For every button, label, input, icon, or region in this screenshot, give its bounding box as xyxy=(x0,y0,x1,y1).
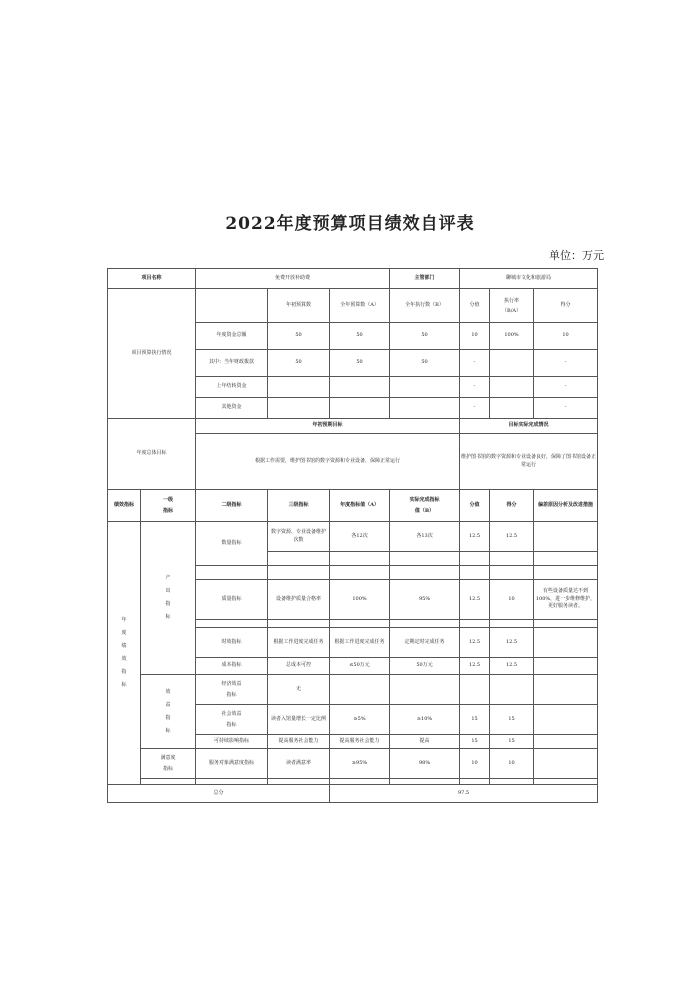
goals-planned-label: 年初预期目标 xyxy=(196,419,460,434)
blank-cell xyxy=(534,620,598,628)
blank-cell xyxy=(534,566,598,580)
project-name-value: 免费开放补助费 xyxy=(196,269,390,289)
budget-empty-header xyxy=(196,289,268,323)
col-perf: 绩效指标 xyxy=(108,490,141,522)
score-sustainable: 15 xyxy=(460,735,490,749)
budget-rate xyxy=(490,398,534,419)
score-quality: 12.5 xyxy=(460,580,490,620)
score-time: 12.5 xyxy=(460,628,490,658)
actual-satisfaction: 98% xyxy=(390,749,460,779)
level2-quality: 质量指标 xyxy=(196,580,268,620)
got-quantity: 12.5 xyxy=(490,522,534,552)
budget-got: - xyxy=(534,398,598,419)
reason-social xyxy=(534,705,598,735)
reason-economic xyxy=(534,675,598,705)
col-level3: 三级指标 xyxy=(268,490,330,522)
budget-got: 10 xyxy=(534,323,598,350)
blank-cell xyxy=(490,620,534,628)
level3-cost: 总成本可控 xyxy=(268,658,330,675)
satisfaction-label: 满意度指标 xyxy=(141,749,196,779)
budget-exec xyxy=(390,398,460,419)
actual-sustainable: 提高 xyxy=(390,735,460,749)
budget-exec: 50 xyxy=(390,323,460,350)
total-row xyxy=(108,785,598,803)
budget-row-label: 其他资金 xyxy=(196,398,268,419)
goals-actual-label: 目标实际完成情况 xyxy=(460,419,598,434)
target-economic xyxy=(330,675,390,705)
col-level2: 二级指标 xyxy=(196,490,268,522)
reason-quantity xyxy=(534,522,598,552)
goals-actual: 维护图书馆的数字资源和专业设备良好，保障了图书馆设备正常运行 xyxy=(460,434,598,490)
got-cost: 12.5 xyxy=(490,658,534,675)
goals-planned: 根据工作需要，维护图书馆的数字资源和专业设备，保障正常运行 xyxy=(196,434,460,490)
col-rate: 执行率（B/A） xyxy=(490,289,534,323)
col-executed: 全年执行数（B） xyxy=(390,289,460,323)
target-sustainable: 提高服务社会能力 xyxy=(330,735,390,749)
budget-row-label: 其中：当年财政拨款 xyxy=(196,350,268,377)
budget-header-row xyxy=(108,289,598,323)
budget-score: - xyxy=(460,350,490,377)
budget-score: - xyxy=(460,398,490,419)
unit-label: 单位：万元 xyxy=(549,249,604,262)
budget-full xyxy=(330,377,390,398)
got-economic xyxy=(490,675,534,705)
blank-cell xyxy=(196,566,268,580)
budget-got: - xyxy=(534,377,598,398)
header-row xyxy=(108,269,598,289)
got-time: 12.5 xyxy=(490,628,534,658)
benefit-label: 效益指标 xyxy=(141,675,196,749)
level3-economic: 无 xyxy=(268,675,330,705)
actual-social: ≥10% xyxy=(390,705,460,735)
dept-value: 聊城市文化和旅游局 xyxy=(460,269,598,289)
budget-rate: 100% xyxy=(490,323,534,350)
got-social: 15 xyxy=(490,705,534,735)
actual-quantity: 各13次 xyxy=(390,522,460,552)
blank-cell xyxy=(390,620,460,628)
actual-quality: 95% xyxy=(390,580,460,620)
blank-cell xyxy=(490,552,534,566)
budget-full: 50 xyxy=(330,323,390,350)
blank-cell xyxy=(330,552,390,566)
budget-rate xyxy=(490,350,534,377)
target-cost: ≤50万元 xyxy=(330,658,390,675)
reason-cost xyxy=(534,658,598,675)
document-title: 2022年度预算项目绩效自评表 xyxy=(225,214,475,234)
budget-full: 50 xyxy=(330,350,390,377)
got-quality: 10 xyxy=(490,580,534,620)
target-time: 根据工作进度完成任务 xyxy=(330,628,390,658)
actual-cost: 50万元 xyxy=(390,658,460,675)
indicator-row-quantity xyxy=(108,522,598,552)
actual-economic xyxy=(390,675,460,705)
col-initial: 年初预算数 xyxy=(268,289,330,323)
col-level1: 一级指标 xyxy=(141,490,196,522)
blank-cell xyxy=(330,620,390,628)
level3-quality: 设备维护质量合格率 xyxy=(268,580,330,620)
level2-sustainable: 可持续影响指标 xyxy=(196,735,268,749)
level2-satisfaction: 服务对象满意度指标 xyxy=(196,749,268,779)
budget-initial xyxy=(268,377,330,398)
indicator-row-satisfaction xyxy=(108,749,598,779)
score-satisfaction: 10 xyxy=(460,749,490,779)
got-sustainable: 15 xyxy=(490,735,534,749)
budget-full xyxy=(330,398,390,419)
perf-label: 年度绩效指标 xyxy=(108,522,141,785)
reason-sustainable xyxy=(534,735,598,749)
blank-cell xyxy=(390,566,460,580)
level3-satisfaction: 读者满意率 xyxy=(268,749,330,779)
level2-social: 社会效益指标 xyxy=(196,705,268,735)
budget-initial xyxy=(268,398,330,419)
score-quantity: 12.5 xyxy=(460,522,490,552)
score-cost: 12.5 xyxy=(460,658,490,675)
budget-initial: 50 xyxy=(268,323,330,350)
goals-header-row xyxy=(108,419,598,434)
budget-row-label: 年度资金总额 xyxy=(196,323,268,350)
level3-social: 读者入馆量增长一定比例 xyxy=(268,705,330,735)
evaluation-table xyxy=(107,268,598,803)
score-economic xyxy=(460,675,490,705)
col-score: 分值 xyxy=(460,289,490,323)
blank-cell xyxy=(330,566,390,580)
col-ind-score: 分值 xyxy=(460,490,490,522)
col-full-year: 全年预算数（A） xyxy=(330,289,390,323)
total-label: 总分 xyxy=(108,785,330,803)
indicator-header-row xyxy=(108,490,598,522)
budget-score: 10 xyxy=(460,323,490,350)
target-quantity: 各12次 xyxy=(330,522,390,552)
total-value: 97.5 xyxy=(330,785,598,803)
project-name-label: 项目名称 xyxy=(108,269,196,289)
blank-cell xyxy=(460,620,490,628)
level3-time: 根据工作进度完成任务 xyxy=(268,628,330,658)
level2-quantity: 数量指标 xyxy=(196,522,268,566)
blank-cell xyxy=(460,552,490,566)
col-ind-got: 得分 xyxy=(490,490,534,522)
budget-score: - xyxy=(460,377,490,398)
blank-cell xyxy=(534,552,598,566)
blank-cell xyxy=(460,566,490,580)
target-satisfaction: ≥95% xyxy=(330,749,390,779)
col-reason: 偏差原因分析及改进措施 xyxy=(534,490,598,522)
got-satisfaction: 10 xyxy=(490,749,534,779)
budget-initial: 50 xyxy=(268,350,330,377)
budget-exec xyxy=(390,377,460,398)
col-got: 得分 xyxy=(534,289,598,323)
level3-quantity: 数字资源、专业设备维护次数 xyxy=(268,522,330,552)
reason-quality: 有些设备质量达不到100%，进一步维修维护，更好服务读者。 xyxy=(534,580,598,620)
blank-cell xyxy=(390,552,460,566)
blank-cell xyxy=(196,620,268,628)
col-target: 年度指标值（A） xyxy=(330,490,390,522)
reason-satisfaction xyxy=(534,749,598,779)
output-label: 产出指标 xyxy=(141,522,196,675)
goals-section-label: 年度总体目标 xyxy=(108,419,196,490)
actual-time: 定期定时完成任务 xyxy=(390,628,460,658)
blank-cell xyxy=(268,620,330,628)
target-quality: 100% xyxy=(330,580,390,620)
budget-got: - xyxy=(534,350,598,377)
budget-section-label: 项目预算执行情况 xyxy=(108,289,196,419)
reason-time xyxy=(534,628,598,658)
budget-rate xyxy=(490,377,534,398)
target-social: ≥5% xyxy=(330,705,390,735)
level2-cost: 成本指标 xyxy=(196,658,268,675)
col-actual: 实际完成指标值（B） xyxy=(390,490,460,522)
dept-label: 主管部门 xyxy=(390,269,460,289)
blank-cell xyxy=(268,566,330,580)
score-social: 15 xyxy=(460,705,490,735)
level2-economic: 经济效益指标 xyxy=(196,675,268,705)
budget-exec: 50 xyxy=(390,350,460,377)
indicator-row-economic xyxy=(108,675,598,705)
budget-row-label: 上年结转资金 xyxy=(196,377,268,398)
level3-sustainable: 提高服务社会能力 xyxy=(268,735,330,749)
level2-time: 时效指标 xyxy=(196,628,268,658)
blank-cell xyxy=(268,552,330,566)
blank-cell xyxy=(490,566,534,580)
